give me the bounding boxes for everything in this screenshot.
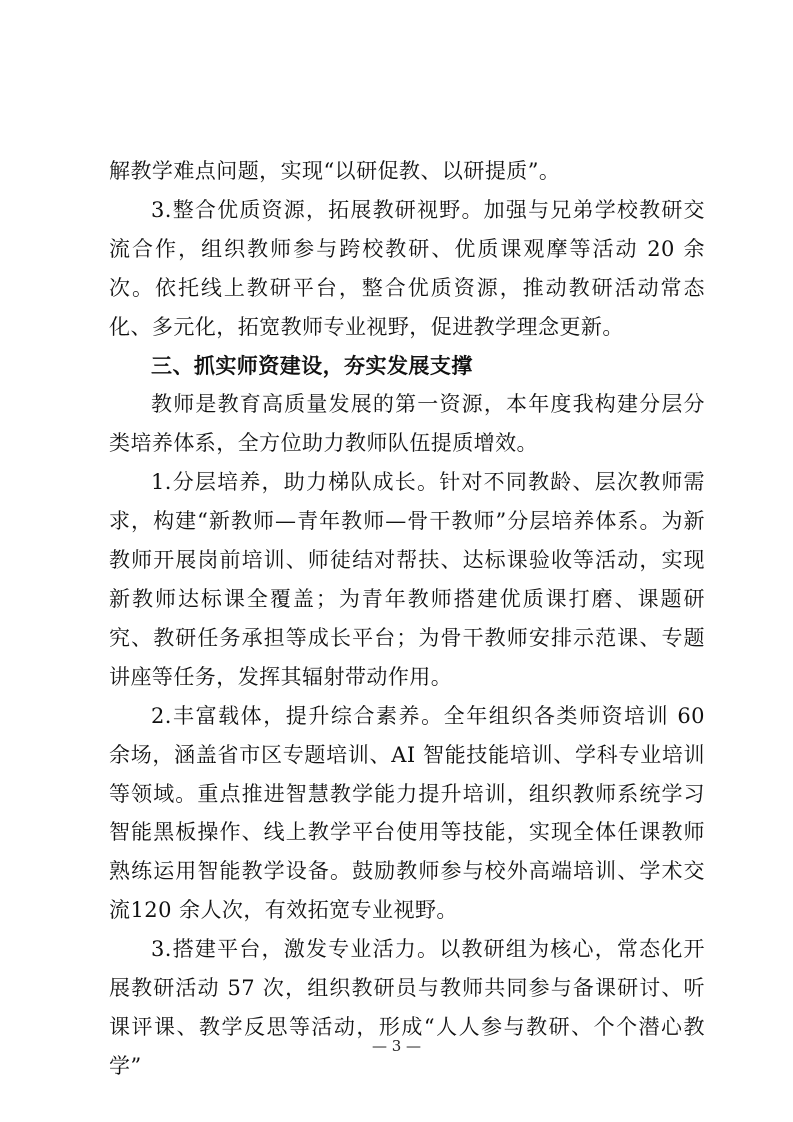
page-number: — 3 —: [371, 1037, 422, 1055]
body-text: [109, 152, 705, 1086]
paragraph-tiered-training: 1.分层培养，助力梯队成长。针对不同教龄、层次教师需求，构建“新教师—青年教师—骨干教师”分层培养体系。为新教师开展岗前培训、师徒结对帮扶、达标课验收等活动，实现新教师达标课全覆盖；为青年教师搭建优质课打磨、课题研究、教研任务承担等成长平台；为骨干教师安排示范课、专题讲座等任务，发挥其辐射带动作用。: [109, 470, 705, 689]
paragraph-resource-integration: 3.整合优质资源，拓展教研视野。加强与兄弟学校教研交流合作，组织教师参与跨校教研、优质课观摩等活动 20 余次。依托线上教研平台，整合优质资源，推动教研活动常态化、多元化，拓宽教师专业视野，促进教学理念更新。: [109, 197, 705, 339]
paragraph-build-platform: 3.搭建平台，激发专业活力。以教研组为核心，常态化开展教研活动 57 次，组织教研员与教师共同参与备课研讨、听课评课、教学反思等活动，形成“人人参与教研、个个潜心教学”: [109, 937, 705, 1078]
paragraph-teacher-resource: 教师是教育高质量发展的第一资源，本年度我构建分层分类培养体系，全方位助力教师队伍提质增效。: [109, 392, 705, 456]
paragraph-enrich-carriers: 2.丰富载体，提升综合素养。全年组织各类师资培训 60 余场，涵盖省市区专题培训、AI 智能技能培训、学科专业培训等领域。重点推进智慧教学能力提升培训，组织教师系统学习智能黑板操作、线上教学平台使用等技能，实现全体任课教师熟练运用智能教学设备。鼓励教师参与校外高端培训、学术交流120 余人次，有效拓宽专业视野。: [109, 703, 705, 923]
section-heading: 三、抓实师资建设，夯实发展支撑: [151, 353, 473, 378]
paragraph-continuation: 解教学难点问题，实现“以研促教、以研提质”。: [109, 159, 561, 183]
